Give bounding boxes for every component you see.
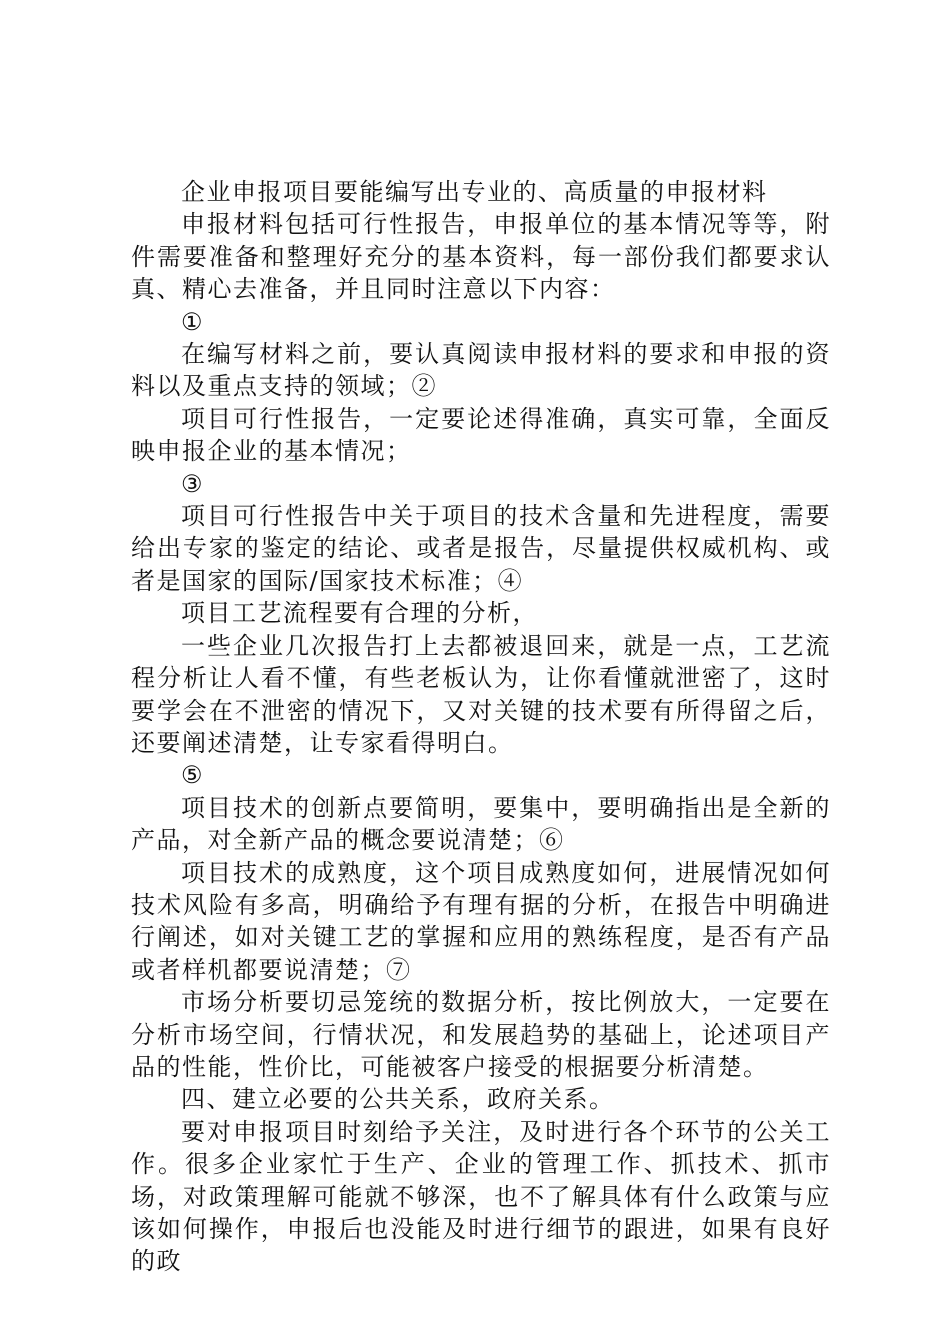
paragraph: 项目可行性报告，一定要论述得准确，真实可靠，全面反映申报企业的基本情况；: [131, 404, 831, 466]
list-marker: ③: [181, 469, 205, 498]
paragraph: 项目可行性报告中关于项目的技术含量和先进程度，需要给出专家的鉴定的结论、或者是报告，尽量提供权威机构、或者是国家的国际/国家技术标准；④: [131, 502, 831, 595]
paragraph: 项目技术的成熟度，这个项目成熟度如何，进展情况如何技术风险有多高，明确给予有理有据的分析，在报告中明确进行阐述，如对关键工艺的掌握和应用的熟练程度，是否有产品或者样机都要说清楚；⑦: [131, 858, 831, 984]
paragraph: 一些企业几次报告打上去都被退回来，就是一点，工艺流程分析让人看不懂，有些老板认为，让你看懂就泄密了，这时要学会在不泄密的情况下，又对关键的技术要有所得留之后，还要阐述清楚，让专家看得明白。: [131, 631, 831, 757]
list-marker: ①: [181, 307, 205, 336]
document-body: [131, 176, 831, 1278]
list-marker: ⑤: [181, 761, 205, 790]
document-title: 企业申报项目要能编写出专业的、高质量的申报材料: [181, 178, 768, 206]
paragraph: 项目工艺流程要有合理的分析，: [181, 599, 538, 628]
section-heading: 四、建立必要的公共关系，政府关系。: [181, 1085, 615, 1114]
paragraph: 市场分析要切忌笼统的数据分析，按比例放大，一定要在分析市场空间，行情状况，和发展趋势的基础上，论述项目产品的性能，性价比，可能被客户接受的根据要分析清楚。: [131, 988, 831, 1081]
paragraph: 要对申报项目时刻给予关注，及时进行各个环节的公关工作。很多企业家忙于生产、企业的管理工作、抓技术、抓市场，对政策理解可能就不够深，也不了解具体有什么政策与应该如何操作，申报后也没能及时进行细节的跟进，如果有良好的政: [131, 1117, 831, 1276]
paragraph: 在编写材料之前，要认真阅读申报材料的要求和申报的资料以及重点支持的领域；②: [131, 340, 831, 401]
paragraph: 项目技术的创新点要简明，要集中，要明确指出是全新的产品，对全新产品的概念要说清楚；⑥: [131, 793, 831, 855]
paragraph: 申报材料包括可行性报告，申报单位的基本情况等等，附件需要准备和整理好充分的基本资料，每一部份我们都要求认真、精心去准备，并且同时注意以下内容：: [131, 210, 831, 304]
